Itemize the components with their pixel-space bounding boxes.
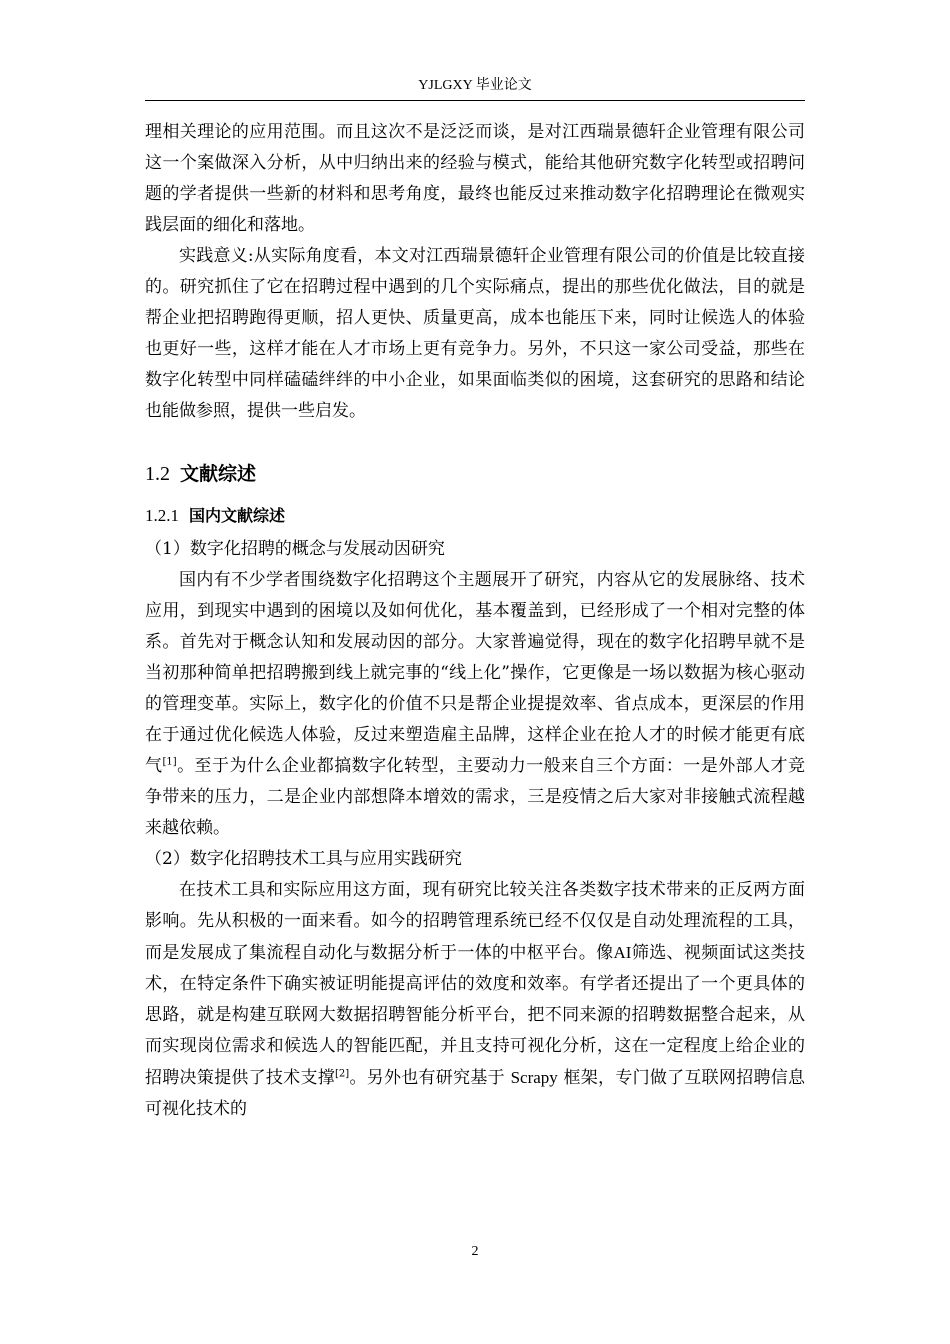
- subsection-heading-1-2-1: [145, 500, 805, 532]
- text-segment: 国内有不少学者围绕数字化招聘这个主题展开了研究，内容从它的发展脉络、技术应用，到现实中遇到的困境以及如何优化，基本覆盖到，已经形成了一个相对完整的体系。首先对于概念认知和发展动因的部分。大家普遍觉得，现在的数字化招聘早就不是当初那种简单把招聘搬到线上就完事的“线上化”操作，它更像是一场以数据为核心驱动的管理变革。实际上，数字化的价值不只是帮企业提提效率、省点成本，更深层的作用在于通过优化候选人体验，反过来塑造雇主品牌，这样企业在抢人才的时候才能更有底气: [145, 570, 805, 776]
- paragraph-continuation: 理相关理论的应用范围。而且这次不是泛泛而谈，是对江西瑞景德轩企业管理有限公司这一个案做深入分析，从中归纳出来的经验与模式，能给其他研究数字化转型或招聘问题的学者提供一些新的材料和思考角度，最终也能反过来推动数字化招聘理论在微观实践层面的细化和落地。: [145, 122, 805, 235]
- latin-term: Scrapy: [510, 1068, 558, 1087]
- section-heading-1-2: [145, 457, 805, 490]
- body-text: [145, 117, 805, 1125]
- text-segment: 框架，专门做了互联网招聘信息可视化技术的: [145, 1068, 806, 1119]
- citation-ref: [2]: [335, 1068, 350, 1080]
- paragraph-concept-drivers: [145, 565, 805, 844]
- latin-term: AI: [613, 943, 632, 962]
- running-header: YJLGXY 毕业论文: [418, 78, 532, 93]
- paragraph-tech-tools: [145, 875, 805, 1125]
- citation-ref: [1]: [162, 756, 177, 768]
- subsection-title: 国内文献综述: [189, 506, 286, 525]
- header-rule: [145, 100, 805, 101]
- page-number: 2: [471, 1244, 479, 1259]
- paragraph-practical-significance: 实践意义:从实际角度看，本文对江西瑞景德轩企业管理有限公司的价值是比较直接的。研究抓住了它在招聘过程中遇到的几个实际痛点，提出的那些优化做法，目的就是帮企业把招聘跑得更顺，招人更快、质量更高，成本也能压下来，同时让候选人的体验也更好一些，这样才能在人才市场上更有竞争力。另外，不只这一家公司受益，那些在数字化转型中同样磕磕绊绊的中小企业，如果面临类似的困境，这套研究的思路和结论也能做参照，提供一些启发。: [145, 246, 805, 421]
- section-number: 1.2: [145, 463, 170, 485]
- topic-heading-1: （1）数字化招聘的概念与发展动因研究: [145, 539, 445, 559]
- text-segment: 。另外也有研究基于: [349, 1068, 505, 1088]
- text-segment: 在技术工具和实际应用这方面，现有研究比较关注各类数字技术带来的正反两方面影响。先从积极的一面来看。如今的招聘管理系统已经不仅仅是自动处理流程的工具，而是发展成了集流程自动化与数据分析于一体的中枢平台。像: [145, 880, 805, 963]
- text-segment: 。至于为什么企业都搞数字化转型，主要动力一般来自三个方面：一是外部人才竞争带来的压力，二是企业内部想降本增效的需求，三是疫情之后大家对非接触式流程越来越依赖。: [145, 756, 806, 838]
- topic-heading-2: （2）数字化招聘技术工具与应用实践研究: [145, 849, 462, 869]
- text-segment: 筛选、视频面试这类技术，在特定条件下确实被证明能提高评估的效度和效率。有学者还提出了一个更具体的思路，就是构建互联网大数据招聘智能分析平台，把不同来源的招聘数据整合起来，从而实现岗位需求和候选人的智能匹配，并且支持可视化分析，这在一定程度上给企业的招聘决策提供了技术支撑: [145, 943, 806, 1088]
- section-title: 文献综述: [180, 463, 257, 485]
- subsection-number: 1.2.1: [145, 506, 179, 525]
